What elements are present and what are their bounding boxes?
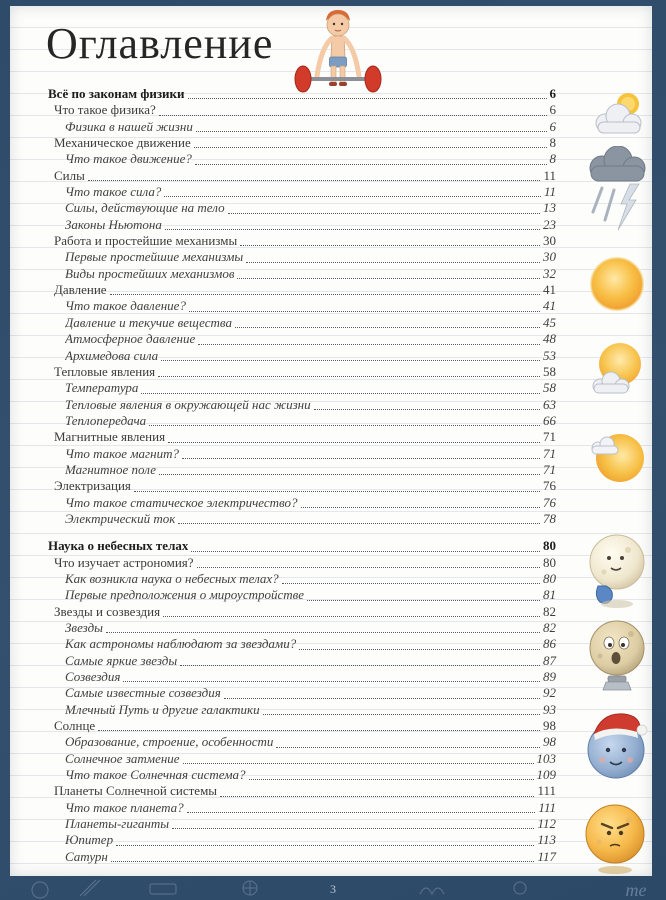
toc-entry-page: 13 (543, 200, 556, 216)
toc-leader-dots (301, 507, 540, 508)
toc-entry-label: Что такое давление? (65, 298, 186, 314)
toc-row (48, 86, 556, 102)
toc-leader-dots (134, 491, 540, 492)
toc-leader-dots (111, 861, 535, 862)
toc-row (48, 119, 556, 135)
toc-entry-page: 80 (543, 554, 556, 570)
toc-leader-dots (224, 698, 540, 699)
toc-leader-dots (194, 147, 547, 148)
toc-row (48, 587, 556, 603)
toc-entry-label: Сатурн (65, 848, 108, 864)
toc-row (48, 751, 556, 767)
toc-row (48, 767, 556, 783)
toc-leader-dots (198, 344, 540, 345)
toc-row (48, 495, 556, 511)
toc-entry-label: Тепловые явления (54, 363, 156, 379)
toc-row (48, 348, 556, 364)
toc-row (48, 462, 556, 478)
toc-leader-dots (197, 567, 540, 568)
toc-row (48, 832, 556, 848)
surprised-moon-character-icon (584, 614, 650, 698)
toc-row (48, 669, 556, 685)
sun-with-small-cloud-icon (586, 426, 648, 490)
toc-leader-dots (123, 681, 540, 682)
toc-row (48, 783, 556, 799)
toc-row (48, 478, 556, 494)
toc-entry-label: Солнечное затмение (65, 750, 180, 766)
toc-entry-page: 80 (543, 570, 556, 586)
toc-row (48, 135, 556, 151)
toc-leader-dots (314, 409, 540, 410)
toc-row (48, 555, 556, 571)
toc-entry-page: 93 (543, 701, 556, 717)
toc-leader-dots (237, 278, 540, 279)
toc-entry-page: 41 (543, 282, 556, 298)
toc-entry-page: 41 (543, 298, 556, 314)
toc-leader-dots (276, 747, 540, 748)
toc-entry-page: 109 (536, 767, 556, 783)
sun-with-cloud-icon (586, 338, 648, 400)
toc-entry-label: Наука о небесных телах (48, 538, 189, 554)
toc-leader-dots (149, 425, 540, 426)
toc-leader-dots (163, 616, 540, 617)
toc-row (48, 298, 556, 314)
table-of-contents (48, 86, 556, 865)
toc-entry-page: 81 (543, 587, 556, 603)
toc-entry-label: Планеты-гиганты (65, 816, 170, 832)
toc-leader-dots (195, 164, 547, 165)
toc-row (48, 538, 556, 554)
toc-entry-page: 71 (543, 461, 556, 477)
toc-entry-label: Электризация (54, 478, 131, 494)
toc-entry-page: 80 (543, 538, 556, 554)
toc-leader-dots (164, 196, 541, 197)
toc-row (48, 249, 556, 265)
toc-leader-dots (188, 98, 547, 99)
toc-row (48, 397, 556, 413)
toc-entry-label: Что такое Солнечная система? (65, 767, 246, 783)
toc-entry-page: 103 (536, 750, 556, 766)
toc-row (48, 266, 556, 282)
toc-entry-label: Что такое физика? (54, 102, 156, 118)
toc-entry-page: 87 (543, 652, 556, 668)
book-cover-bottom-band (0, 876, 666, 900)
toc-leader-dots (158, 376, 540, 377)
toc-entry-page: 76 (543, 494, 556, 510)
toc-row (48, 413, 556, 429)
toc-entry-page: 92 (543, 685, 556, 701)
toc-row (48, 571, 556, 587)
toc-entry-page: 86 (543, 636, 556, 652)
toc-leader-dots (141, 393, 540, 394)
toc-leader-dots (88, 180, 541, 181)
toc-entry-page: 11 (543, 184, 556, 200)
toc-row (48, 685, 556, 701)
toc-leader-dots (220, 796, 534, 797)
toc-entry-page: 71 (543, 445, 556, 461)
blue-planet-red-hat-character-icon (582, 700, 652, 790)
toc-entry-label: Самые яркие звезды (65, 652, 178, 668)
toc-row (48, 184, 556, 200)
toc-row (48, 364, 556, 380)
toc-row (48, 653, 556, 669)
toc-entry-page: 113 (537, 832, 556, 848)
toc-entry-label: Температура (65, 380, 139, 396)
toc-entry-page: 6 (549, 118, 556, 134)
toc-row (48, 380, 556, 396)
toc-leader-dots (98, 730, 540, 731)
toc-entry-page: 71 (543, 429, 556, 445)
toc-leader-dots (116, 845, 534, 846)
toc-entry-page: 30 (543, 249, 556, 265)
storm-cloud-lightning-icon (584, 146, 650, 238)
toc-entry-page: 111 (538, 799, 556, 815)
toc-entry-page: 53 (543, 347, 556, 363)
toc-row (48, 200, 556, 216)
toc-row (48, 315, 556, 331)
toc-entry-label: Как астрономы наблюдают за звездами? (65, 636, 297, 652)
toc-leader-dots (106, 632, 540, 633)
toc-entry-label: Образование, строение, особенности (65, 734, 274, 750)
toc-row (48, 734, 556, 750)
toc-entry-page: 6 (549, 86, 556, 101)
toc-entry-page: 66 (543, 412, 556, 428)
toc-row (48, 511, 556, 527)
toc-entry-page: 8 (549, 135, 556, 151)
toc-entry-page: 45 (543, 314, 556, 330)
toc-entry-label: Звезды и созвездия (54, 603, 161, 619)
toc-row (48, 849, 556, 865)
toc-entry-label: Что такое планета? (65, 799, 184, 815)
toc-entry-label: Виды простейших механизмов (65, 265, 235, 281)
toc-entry-label: Работа и простейшие механизмы (54, 233, 238, 249)
toc-row (48, 331, 556, 347)
toc-entry-page: 63 (543, 396, 556, 412)
toc-row (48, 217, 556, 233)
toc-row (48, 816, 556, 832)
toc-leader-dots (307, 600, 540, 601)
toc-leader-dots (187, 812, 536, 813)
toc-entry-label: Планеты Солнечной системы (54, 783, 218, 799)
toc-entry-label: Созвездия (65, 669, 121, 685)
toc-entry-page: 78 (543, 510, 556, 526)
toc-leader-dots (172, 828, 534, 829)
toc-entry-label: Силы, действующие на тело (65, 200, 225, 216)
toc-entry-label: Самые известные созвездия (65, 685, 221, 701)
toc-row (48, 800, 556, 816)
toc-entry-page: 117 (537, 848, 556, 864)
toc-leader-dots (110, 294, 540, 295)
toc-entry-label: Всё по законам физики (48, 86, 185, 101)
toc-leader-dots (246, 262, 540, 263)
toc-entry-label: Давление (54, 282, 107, 298)
toc-entry-page: 8 (549, 151, 556, 167)
toc-entry-label: Магнитное поле (65, 461, 156, 477)
sun-icon (588, 254, 646, 314)
toc-entry-label: Что такое сила? (65, 184, 162, 200)
toc-row (48, 282, 556, 298)
toc-entry-label: Звезды (65, 620, 103, 635)
toc-leader-dots (282, 583, 540, 584)
toc-entry-page: 82 (543, 603, 556, 619)
toc-leader-dots (240, 245, 540, 246)
toc-entry-label: Силы (54, 167, 85, 183)
toc-entry-label: Юпитер (65, 832, 114, 848)
toc-entry-label: Атмосферное давление (65, 331, 196, 347)
toc-entry-page: 98 (543, 734, 556, 750)
toc-entry-label: Что изучает астрономия? (54, 554, 194, 570)
sun-behind-cloud-icon (588, 88, 648, 140)
folio-page-number: 3 (330, 882, 336, 896)
book-page (10, 6, 652, 876)
weightlifter-boy-icon (288, 8, 388, 98)
toc-entry-label: Механическое движение (54, 135, 191, 151)
svg-text:me: me (625, 880, 647, 900)
toc-entry-label: Как возникла наука о небесных телах? (65, 570, 279, 586)
toc-entry-page: 11 (543, 167, 556, 183)
toc-leader-dots (235, 327, 540, 328)
toc-leader-dots (299, 649, 540, 650)
toc-leader-dots (249, 779, 534, 780)
toc-entry-label: Законы Ньютона (65, 216, 162, 232)
toc-entry-page: 76 (543, 478, 556, 494)
toc-leader-dots (196, 131, 547, 132)
toc-leader-dots (168, 442, 540, 443)
toc-entry-label: Теплопередача (65, 412, 147, 428)
toc-section (48, 538, 556, 865)
toc-entry-label: Что такое движение? (65, 151, 192, 167)
toc-entry-label: Что такое магнит? (65, 445, 179, 461)
toc-entry-label: Первые простейшие механизмы (65, 249, 244, 265)
toc-row (48, 233, 556, 249)
toc-entry-page: 98 (543, 718, 556, 734)
toc-leader-dots (191, 551, 540, 552)
toc-leader-dots (183, 763, 534, 764)
toc-row (48, 604, 556, 620)
toc-leader-dots (228, 213, 540, 214)
toc-entry-label: Тепловые явления в окружающей нас жизни (65, 396, 311, 412)
toc-leader-dots (180, 665, 540, 666)
toc-entry-label: Архимедова сила (65, 347, 159, 363)
toc-entry-page: 48 (543, 331, 556, 347)
toc-entry-page: 32 (543, 265, 556, 281)
toc-entry-page: 82 (543, 620, 556, 635)
toc-row (48, 718, 556, 734)
toc-leader-dots (182, 458, 540, 459)
toc-row (48, 702, 556, 718)
toc-row (48, 168, 556, 184)
toc-entry-page: 111 (537, 783, 556, 799)
toc-section (48, 86, 556, 527)
toc-entry-page: 58 (543, 363, 556, 379)
toc-leader-dots (178, 523, 540, 524)
toc-entry-label: Магнитные явления (54, 429, 166, 445)
toc-row (48, 620, 556, 636)
toc-row (48, 636, 556, 652)
toc-leader-dots (161, 360, 540, 361)
toc-row (48, 151, 556, 167)
toc-entry-label: Первые предположения о мироустройстве (65, 587, 305, 603)
toc-entry-page: 23 (543, 216, 556, 232)
toc-leader-dots (263, 714, 540, 715)
toc-leader-dots (159, 474, 540, 475)
toc-entry-label: Что такое статическое электричество? (65, 494, 298, 510)
orange-planet-character-icon (582, 794, 648, 876)
cream-moon-character-icon (584, 528, 648, 610)
toc-entry-page: 58 (543, 380, 556, 396)
toc-entry-label: Млечный Путь и другие галактики (65, 701, 260, 717)
toc-leader-dots (159, 115, 547, 116)
toc-entry-page: 30 (543, 233, 556, 249)
toc-leader-dots (165, 229, 540, 230)
toc-row (48, 446, 556, 462)
toc-entry-label: Солнце (54, 718, 96, 734)
toc-entry-page: 89 (543, 669, 556, 685)
toc-entry-label: Давление и текучие вещества (65, 314, 232, 330)
toc-entry-label: Физика в нашей жизни (65, 118, 193, 134)
toc-entry-page: 112 (537, 816, 556, 832)
toc-entry-label: Электрический ток (65, 510, 176, 526)
toc-leader-dots (189, 311, 540, 312)
toc-entry-page: 6 (549, 102, 556, 118)
toc-row (48, 429, 556, 445)
toc-row (48, 102, 556, 118)
page-title: Оглавление (46, 19, 274, 68)
